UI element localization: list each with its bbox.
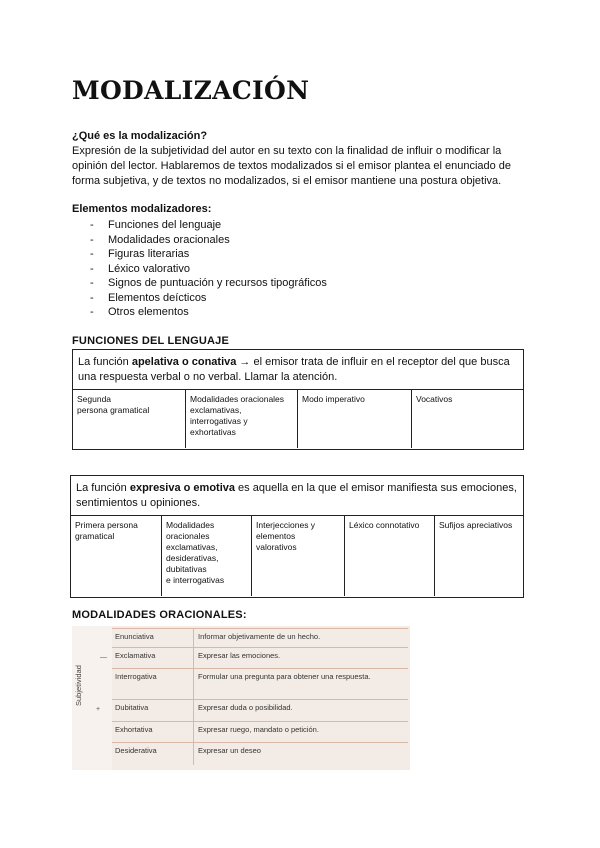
table-cell: Modalidades oracionales exclamativas, interrogativas y exhortativas	[186, 390, 298, 448]
intro-line: opinión del lector. Hablaremos de textos modalizados si el emisor plantea el enunciado de	[72, 160, 512, 172]
table-row: Exclamativa Expresar las emociones.	[112, 648, 408, 669]
table-row: Desiderativa Expresar un deseo	[112, 743, 408, 765]
list-item: - Modalidades oracionales	[90, 233, 230, 246]
modalidades-heading: MODALIDADES ORACIONALES:	[72, 609, 247, 621]
table-cell: Vocativos	[416, 394, 453, 404]
table-cell: Primera persona gramatical	[71, 516, 162, 596]
table-cell: Sufijos apreciativos	[439, 520, 513, 530]
list-item: - Léxico valorativo	[90, 262, 190, 275]
list-item: - Otros elementos	[90, 306, 189, 318]
subjectivity-label: Subjetividad	[74, 665, 83, 706]
expresiva-table	[70, 475, 524, 598]
intro-line: forma subjetiva, y de textos no modalizados, si el emisor mantiene una postura objetiva.	[72, 175, 502, 187]
elements-heading: Elementos modalizadores:	[72, 203, 212, 215]
table-cell: Léxico connotativo	[345, 516, 435, 596]
tick-mark: +	[96, 706, 101, 713]
table-row: Dubitativa Expresar duda o posibilidad.	[112, 700, 408, 722]
list-item: - Elementos deícticos	[90, 291, 207, 304]
elements-list	[90, 218, 327, 320]
apelativa-description: La función apelativa o conativa → el emisor trata de influir en el receptor del que busca una respuesta verbal o no verbal. Llamar la atención.	[73, 350, 523, 390]
table-cell: Segunda persona gramatical	[73, 390, 186, 448]
table-cell: Interjecciones y elementos valorativos	[252, 516, 345, 596]
modalidades-table-image	[72, 626, 410, 770]
list-item: - Signos de puntuación y recursos tipográficos	[90, 277, 327, 289]
intro-line: Expresión de la subjetividad del autor en su texto con la finalidad de influir o modificar la	[72, 145, 502, 157]
list-item: - Funciones del lenguaje	[90, 219, 222, 231]
list-item: - Figuras literarias	[90, 248, 190, 260]
question-heading: ¿Qué es la modalización?	[72, 130, 208, 142]
modalidades-grid	[112, 628, 408, 765]
intro-paragraph	[72, 144, 532, 189]
table-row: Interrogativa Formular una pregunta para obtener una respuesta.	[112, 669, 408, 700]
page-title: MODALIZACIÓN	[72, 76, 310, 105]
tick-mark: —	[100, 654, 107, 661]
table-cell: Modo imperativo	[298, 390, 412, 448]
table-row: Enunciativa Informar objetivamente de un hecho.	[112, 628, 408, 648]
apelativa-table	[72, 349, 524, 450]
expresiva-description: La función expresiva o emotiva es aquella en la que el emisor manifiesta sus emociones, sentimientos u opiniones.	[71, 476, 523, 516]
table-row: Exhortativa Expresar ruego, mandato o petición.	[112, 722, 408, 743]
functions-heading: FUNCIONES DEL LENGUAJE	[72, 335, 229, 347]
table-cell: Modalidades oracionales exclamativas, desiderativas, dubitativas e interrogativas	[162, 516, 252, 596]
